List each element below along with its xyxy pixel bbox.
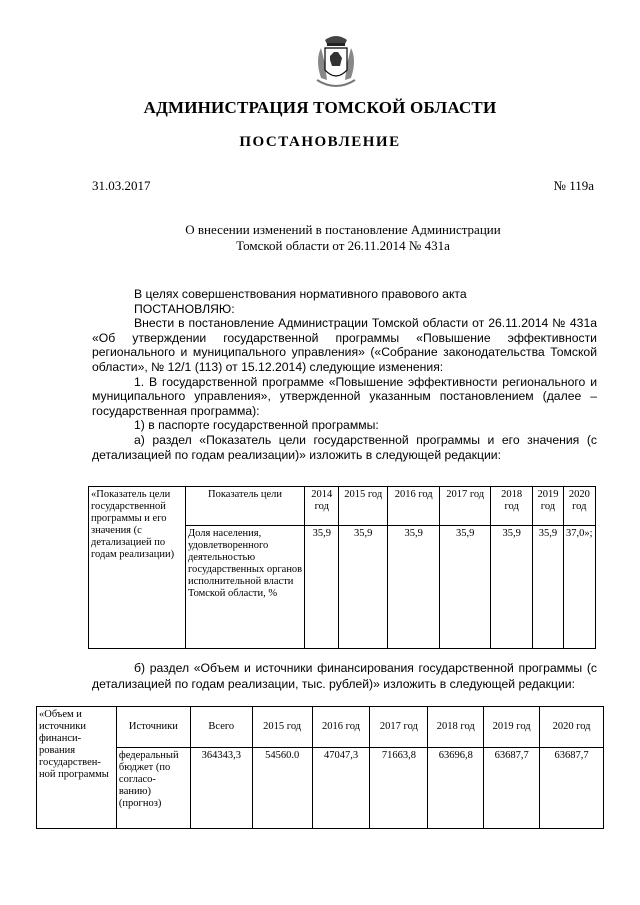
year-header: 2017 год <box>370 707 428 748</box>
organization-title: АДМИНИСТРАЦИЯ ТОМСКОЙ ОБЛАСТИ <box>143 98 497 117</box>
row-label-cell: «Объем и источники финанси-рования государствен-ной программы <box>37 707 117 829</box>
body-paragraph: 1. В государственной программе «Повышение эффективности регионального и муниципального управления», утвержденной указанным постановлением (далее – государственная программа): <box>92 374 597 418</box>
row-label-cell: «Показатель цели государственной программы и его значения (с детализацией по годам реализации) <box>89 487 186 649</box>
year-header: 2019 год <box>533 487 563 526</box>
value-cell: 37,0»; <box>563 526 595 649</box>
year-header: 2017 год <box>440 487 490 526</box>
table-header-row <box>37 707 604 748</box>
section-b-paragraph <box>92 660 597 692</box>
document-number: № 119а <box>553 178 594 193</box>
value-cell: 35,9 <box>490 526 532 649</box>
goal-indicator-table <box>88 486 596 649</box>
source-cell: федеральный бюджет (по согласо-ванию) (прогноз) <box>116 748 190 829</box>
value-cell: 71663,8 <box>370 748 428 829</box>
year-header: 2018 год <box>490 487 532 526</box>
body-paragraph: б) раздел «Объем и источники финансирования государственной программы (с детализацией по годам реализации, тыс. рублей)» изложить в следующей редакции: <box>92 661 597 691</box>
body-paragraph: 1) в паспорте государственной программы: <box>134 418 379 433</box>
table-header-row <box>89 487 596 526</box>
value-cell: 54560.0 <box>252 748 312 829</box>
body-paragraph: а) раздел «Показатель цели государственной программы и его значения (с детализацией по годам реализации)» изложить в следующей редакции: <box>92 432 597 462</box>
total-cell: 364343,3 <box>190 748 252 829</box>
year-header: 2016 год <box>387 487 440 526</box>
value-cell: 35,9 <box>387 526 440 649</box>
year-header: 2015 год <box>339 487 387 526</box>
value-cell: 63696,8 <box>428 748 484 829</box>
value-cell: 35,9 <box>339 526 387 649</box>
value-cell: 35,9 <box>305 526 339 649</box>
year-header: 2020 год <box>563 487 595 526</box>
subject-line: О внесении изменений в постановление Администрации <box>185 222 501 237</box>
value-cell: 63687,7 <box>484 748 540 829</box>
document-date: 31.03.2017 <box>92 178 151 193</box>
value-cell: 35,9 <box>440 526 490 649</box>
year-header: 2019 год <box>484 707 540 748</box>
year-header: 2015 год <box>252 707 312 748</box>
header-cell: Показатель цели <box>185 487 304 526</box>
header-cell: Источники <box>116 707 190 748</box>
body-paragraph: Внести в постановление Администрации Томской области от 26.11.2014 № 431а «Об утверждении государственной программы «Повышение эффективности регионального и муниципального управления» («Собрание законодательства Томской области», № 12/1 (113) от 15.12.2014) следующие изменения: <box>92 316 597 374</box>
table-row <box>37 748 604 829</box>
financing-table <box>36 706 604 829</box>
year-header: 2020 год <box>540 707 604 748</box>
document-subject <box>0 222 640 254</box>
document-body <box>92 287 597 462</box>
subject-line: Томской области от 26.11.2014 № 431а <box>236 238 450 253</box>
year-header: 2014 год <box>305 487 339 526</box>
header-cell: Всего <box>190 707 252 748</box>
value-cell: 47047,3 <box>312 748 370 829</box>
value-cell: 35,9 <box>533 526 563 649</box>
body-paragraph: В целях совершенствования нормативного правового акта <box>134 287 467 301</box>
resolve-heading: ПОСТАНОВЛЯЮ: <box>134 301 235 316</box>
year-header: 2016 год <box>312 707 370 748</box>
year-header: 2018 год <box>428 707 484 748</box>
value-cell: 63687,7 <box>540 748 604 829</box>
coat-of-arms-emblem <box>311 30 361 90</box>
indicator-cell: Доля населения, удовлетворенного деятельностью государственных органов исполнительной власти Томской области, % <box>185 526 304 649</box>
document-type: ПОСТАНОВЛЕНИЕ <box>239 134 401 150</box>
